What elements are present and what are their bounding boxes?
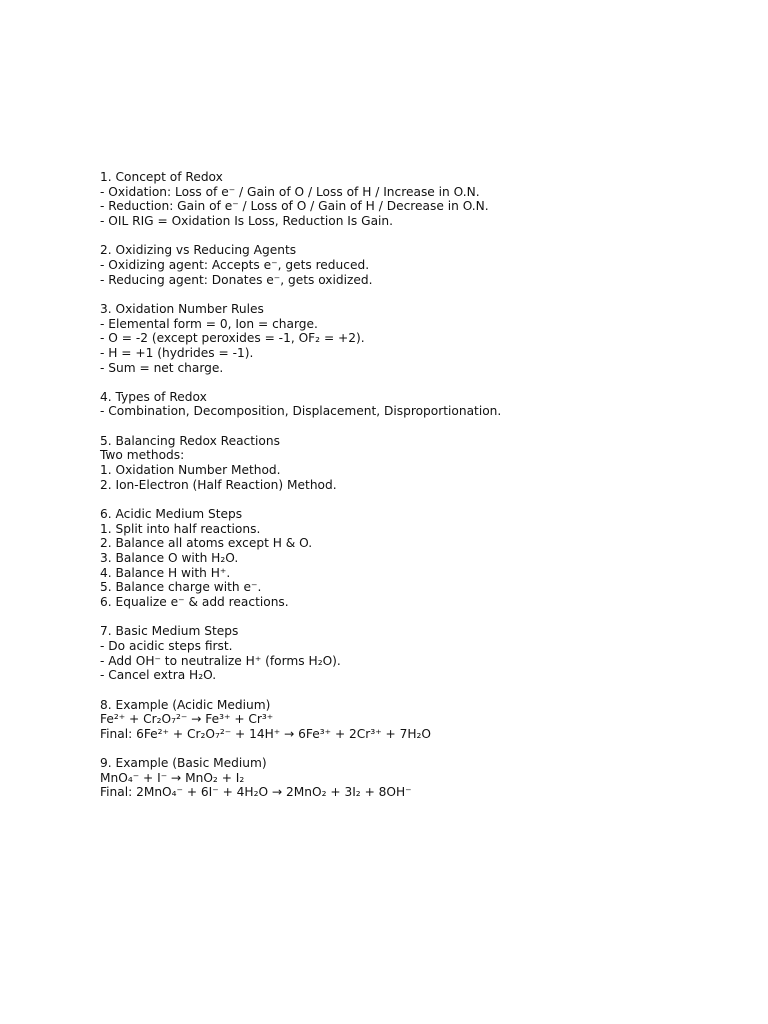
text-line: - Add OH⁻ to neutralize H⁺ (forms H₂O). bbox=[100, 653, 341, 668]
text-line: - Reducing agent: Donates e⁻, gets oxidized. bbox=[100, 272, 373, 287]
document-page bbox=[100, 170, 740, 815]
text-line: - Reduction: Gain of e⁻ / Loss of O / Gain of H / Decrease in O.N. bbox=[100, 199, 489, 214]
text-line: 3. Balance O with H₂O. bbox=[100, 550, 239, 565]
section-oxidizing-vs-reducing-agents bbox=[100, 243, 740, 287]
text-line: 2. Balance all atoms except H & O. bbox=[100, 536, 313, 551]
text-line: - Combination, Decomposition, Displacement, Disproportionation. bbox=[100, 404, 502, 419]
section-acidic-medium-steps bbox=[100, 507, 740, 610]
text-line: 5. Balance charge with e⁻. bbox=[100, 580, 262, 595]
text-line: - Sum = net charge. bbox=[100, 360, 224, 375]
equation-line: Final: 6Fe²⁺ + Cr₂O₇²⁻ + 14H⁺ → 6Fe³⁺ + 2Cr³⁺ + 7H₂O bbox=[100, 726, 431, 741]
text-line: 2. Ion-Electron (Half Reaction) Method. bbox=[100, 477, 337, 492]
section-example-basic-medium bbox=[100, 756, 740, 800]
section-heading: 5. Balancing Redox Reactions bbox=[100, 433, 280, 448]
text-line: - O = -2 (except peroxides = -1, OF₂ = +2). bbox=[100, 331, 365, 346]
section-oxidation-number-rules bbox=[100, 302, 740, 375]
section-example-acidic-medium bbox=[100, 698, 740, 742]
equation-line: Final: 2MnO₄⁻ + 6I⁻ + 4H₂O → 2MnO₂ + 3I₂ + 8OH⁻ bbox=[100, 785, 412, 800]
text-line: - Oxidation: Loss of e⁻ / Gain of O / Loss of H / Increase in O.N. bbox=[100, 184, 480, 199]
section-heading: 6. Acidic Medium Steps bbox=[100, 507, 243, 522]
text-line: - OIL RIG = Oxidation Is Loss, Reduction Is Gain. bbox=[100, 213, 394, 228]
text-line: - Oxidizing agent: Accepts e⁻, gets reduced. bbox=[100, 257, 370, 272]
section-heading: 3. Oxidation Number Rules bbox=[100, 301, 264, 316]
text-line: - H = +1 (hydrides = -1). bbox=[100, 345, 254, 360]
text-line: - Cancel extra H₂O. bbox=[100, 668, 217, 683]
text-line: - Do acidic steps first. bbox=[100, 638, 233, 653]
section-heading: 2. Oxidizing vs Reducing Agents bbox=[100, 243, 297, 258]
text-line: 6. Equalize e⁻ & add reactions. bbox=[100, 594, 289, 609]
section-heading: 9. Example (Basic Medium) bbox=[100, 756, 267, 771]
text-line: Two methods: bbox=[100, 448, 185, 463]
equation-line: MnO₄⁻ + I⁻ → MnO₂ + I₂ bbox=[100, 770, 245, 785]
section-basic-medium-steps bbox=[100, 624, 740, 683]
section-heading: 7. Basic Medium Steps bbox=[100, 624, 239, 639]
text-line: 1. Split into half reactions. bbox=[100, 521, 261, 536]
section-heading: 1. Concept of Redox bbox=[100, 170, 223, 184]
text-line: - Elemental form = 0, Ion = charge. bbox=[100, 316, 318, 331]
section-concept-of-redox bbox=[100, 170, 740, 229]
section-types-of-redox bbox=[100, 390, 740, 419]
section-balancing-redox-reactions bbox=[100, 434, 740, 493]
text-line: 1. Oxidation Number Method. bbox=[100, 463, 281, 478]
section-heading: 8. Example (Acidic Medium) bbox=[100, 697, 271, 712]
text-line: 4. Balance H with H⁺. bbox=[100, 565, 231, 580]
equation-line: Fe²⁺ + Cr₂O₇²⁻ → Fe³⁺ + Cr³⁺ bbox=[100, 712, 274, 727]
section-heading: 4. Types of Redox bbox=[100, 389, 207, 404]
